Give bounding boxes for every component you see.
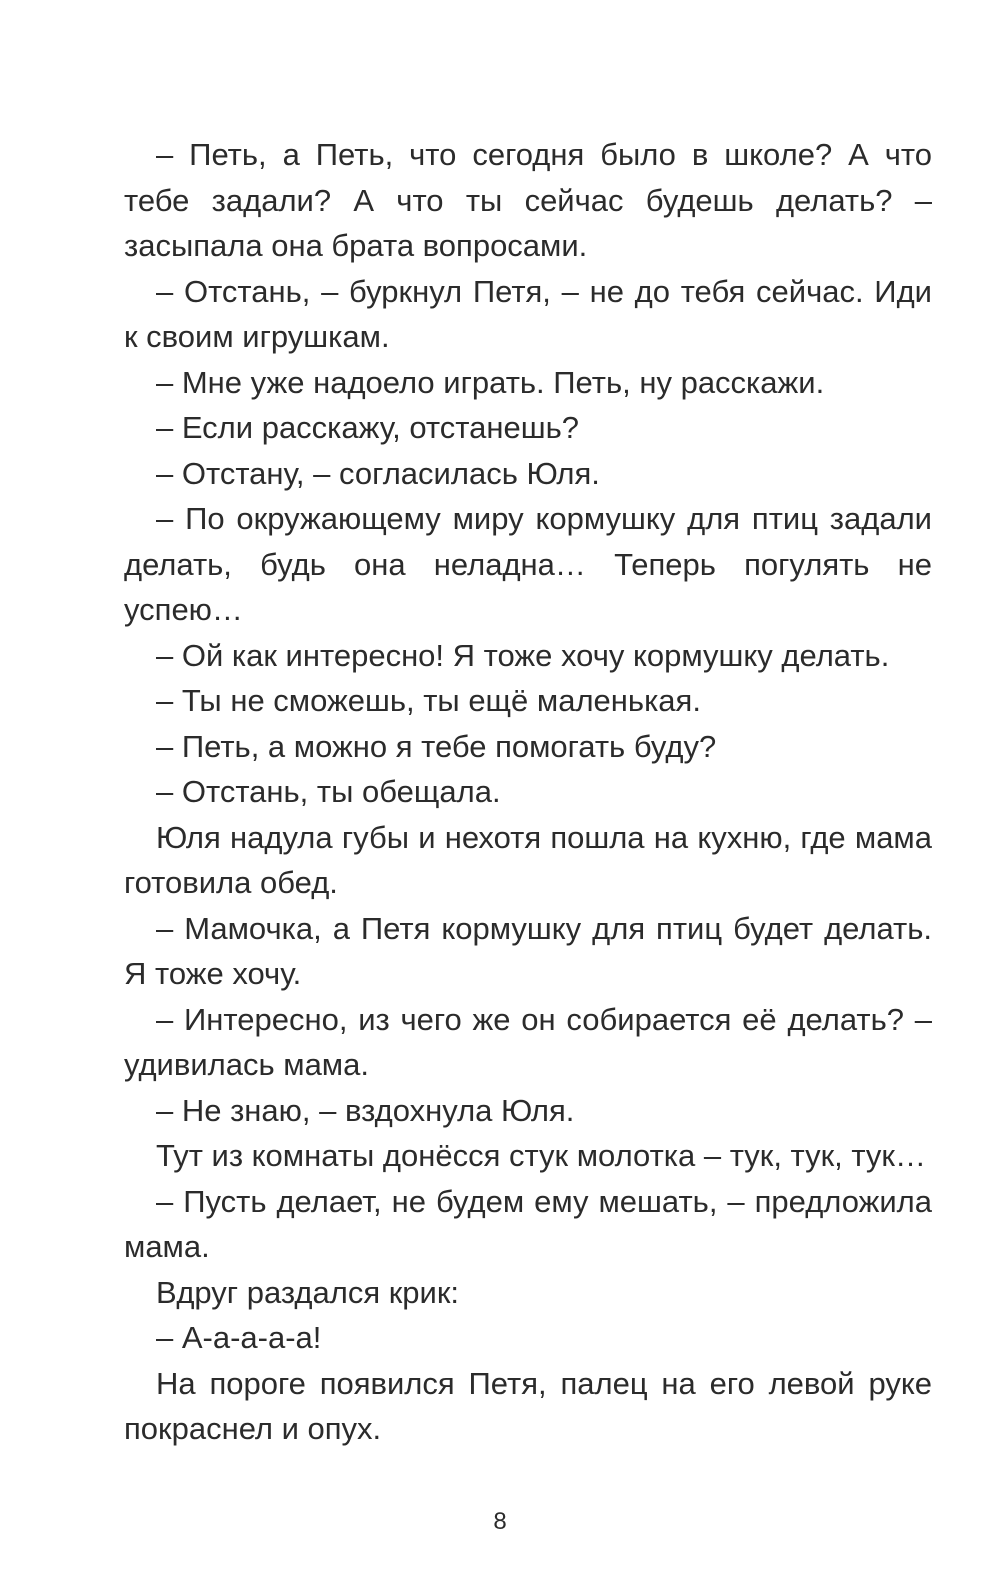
paragraph: Юля надула губы и нехотя пошла на кухню, где мама готовила обед. [124, 819, 932, 900]
paragraph: – Если расскажу, отстанешь? [156, 410, 579, 445]
paragraph: – Отстань, – буркнул Петя, – не до тебя сейчас. Иди к своим игрушкам. [124, 273, 932, 354]
paragraph: Вдруг раздался крик: [156, 1274, 460, 1310]
paragraph: – Пусть делает, не будем ему мешать, – предложила мама. [124, 1183, 932, 1264]
paragraph: На пороге появился Петя, палец на его левой руке покраснел и опух. [124, 1365, 932, 1446]
page-number: 8 [493, 1508, 507, 1535]
paragraph: – Отстань, ты обещала. [156, 774, 501, 809]
paragraph: Тут из комнаты донёсся стук молотка – тук, тук, тук… [156, 1138, 926, 1173]
paragraph: – Интересно, из чего же он собирается её делать? – удивилась мама. [124, 1001, 932, 1082]
paragraph: – Ты не сможешь, ты ещё маленькая. [156, 683, 701, 718]
paragraph: – По окружающему миру кормушку для птиц задали делать, будь она неладна… Теперь погулять не успею… [124, 501, 932, 627]
paragraph: – Петь, а можно я тебе помогать буду? [156, 728, 717, 764]
story-text [124, 132, 932, 1452]
paragraph: – Не знаю, – вздохнула Юля. [156, 1092, 575, 1128]
paragraph: – Петь, а Петь, что сегодня было в школе? А что тебе задали? А что ты сейчас будешь делать? – засыпала она брата вопросами. [124, 137, 932, 263]
paragraph: – Ой как интересно! Я тоже хочу кормушку делать. [156, 637, 890, 673]
paragraph: – Отстану, – согласилась Юля. [156, 455, 600, 491]
paragraph: – Мамочка, а Петя кормушку для птиц будет делать. Я тоже хочу. [124, 910, 932, 991]
paragraph: – А-а-а-а-а! [156, 1320, 322, 1355]
paragraph: – Мне уже надоело играть. Петь, ну расскажи. [156, 364, 825, 400]
